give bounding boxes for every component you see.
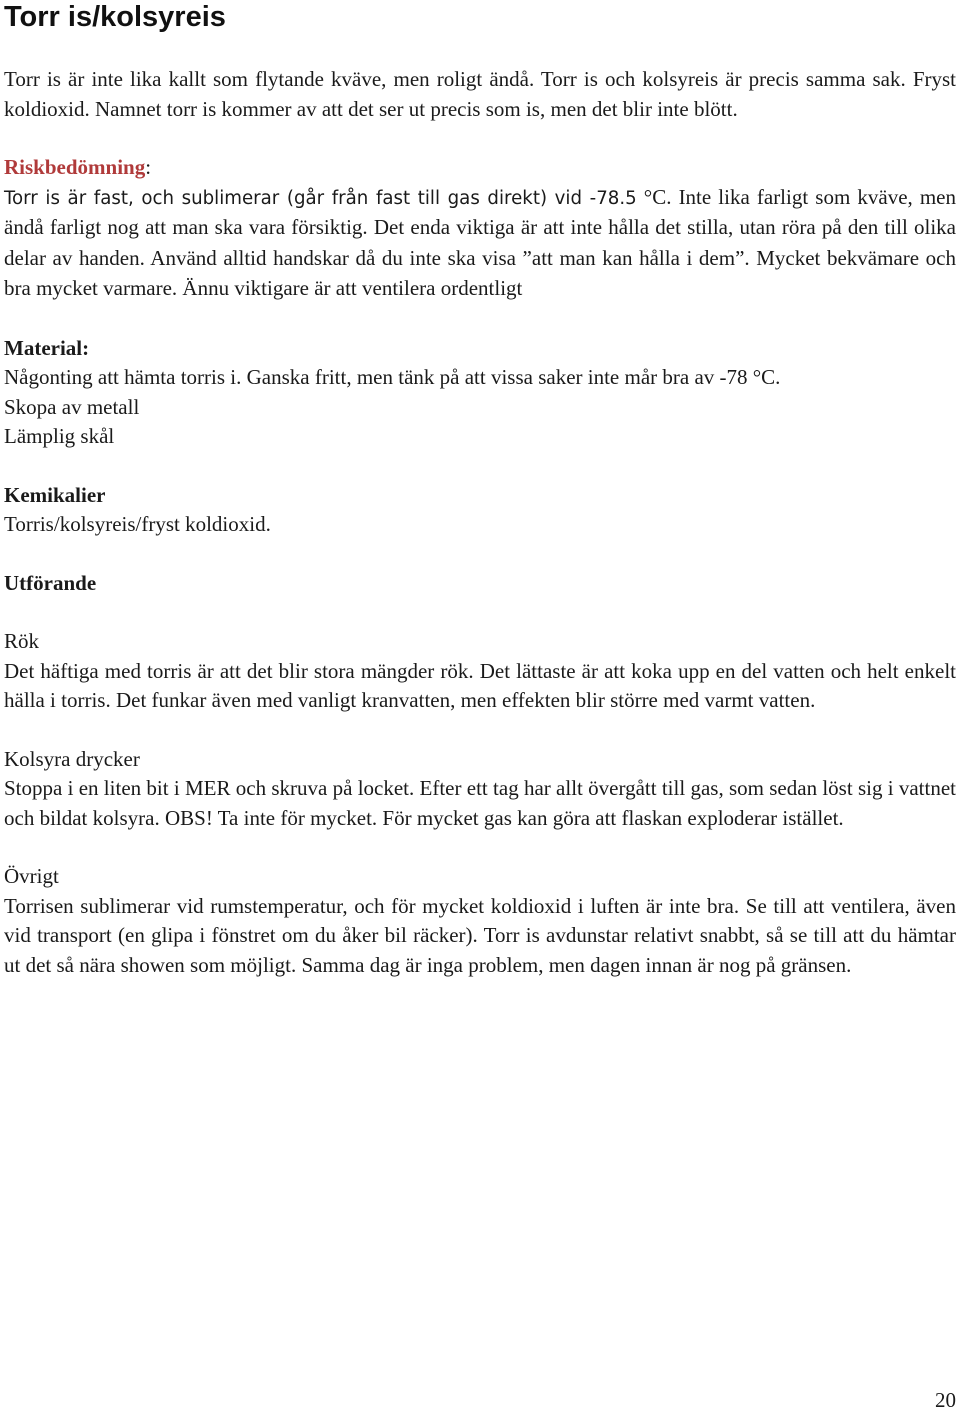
- risk-heading-colon: :: [145, 155, 152, 179]
- risk-heading-label: Riskbedömning: [4, 155, 146, 179]
- risk-text-part2: Inte lika farligt som kväve, men ändå farligt nog att man ska vara försiktig. Det enda viktiga är att inte hålla det stilla, utan röra på den till olika delar av handen. Använd alltid handskar då du inte ska visa ”att man kan hålla i dem”. Mycket bekvämare och bra mycket varmare. Ännu viktigare är att ventilera ordentligt: [4, 184, 957, 300]
- other-paragraph: Torrisen sublimerar vid rumstemperatur, och för mycket koldioxid i luften är inte bra. Se till att ventilera, även vid transport (en glipa i fönstret om du åker bil räcker). Torr is avdunstar relativt snabbt, så se till att du hämtar ut det så nära showen som möjligt. Samma dag är inga problem, men dagen innan är nog på gränsen.: [4, 893, 956, 977]
- page-title: Torr is/kolsyreis: [4, 1, 226, 33]
- chemicals-list: [4, 510, 956, 540]
- material-list: [4, 363, 956, 452]
- risk-paragraph: [4, 183, 956, 305]
- material-item: Skopa av metall: [4, 394, 140, 419]
- chemicals-heading: Kemikalier: [4, 482, 106, 507]
- document-page: [4, 0, 956, 980]
- page-number: 20: [935, 1388, 956, 1412]
- smoke-paragraph: Det häftiga med torris är att det blir stora mängder rök. Det lättaste är att koka upp en del vatten och helt enkelt hälla i torris. Det funkar även med vanligt kranvatten, men effekten blir större med varmt vatten.: [4, 658, 956, 712]
- material-heading: Material:: [4, 335, 90, 360]
- other-heading: Övrigt: [4, 864, 59, 888]
- material-item: Lämplig skål: [4, 424, 115, 448]
- drinks-paragraph: Stoppa i en liten bit i MER och skruva på locket. Efter ett tag har allt övergått till gas, som sedan löst sig i vattnet och bildat kolsyra. OBS! Ta inte för mycket. För mycket gas kan göra att flaskan exploderar istället.: [4, 776, 956, 830]
- smoke-heading: Rök: [4, 629, 40, 653]
- procedure-heading: Utförande: [4, 570, 97, 595]
- risk-heading: [4, 153, 956, 183]
- drinks-heading: Kolsyra drycker: [4, 746, 140, 771]
- risk-text-part1: Torr is är fast, och sublimerar (går från fast till gas direkt) vid -78.5: [4, 187, 637, 209]
- risk-temperature-unit: °C.: [636, 184, 679, 209]
- chemicals-item: Torris/kolsyreis/fryst koldioxid.: [4, 512, 271, 536]
- material-item: Någonting att hämta torris i. Ganska fritt, men tänk på att vissa saker inte mår bra av -78 °C.: [4, 365, 781, 389]
- intro-paragraph: Torr is är inte lika kallt som flytande kväve, men roligt ändå. Torr is och kolsyreis är precis samma sak. Fryst koldioxid. Namnet torr is kommer av att det ser ut precis som is, men det blir inte blött.: [4, 67, 956, 121]
